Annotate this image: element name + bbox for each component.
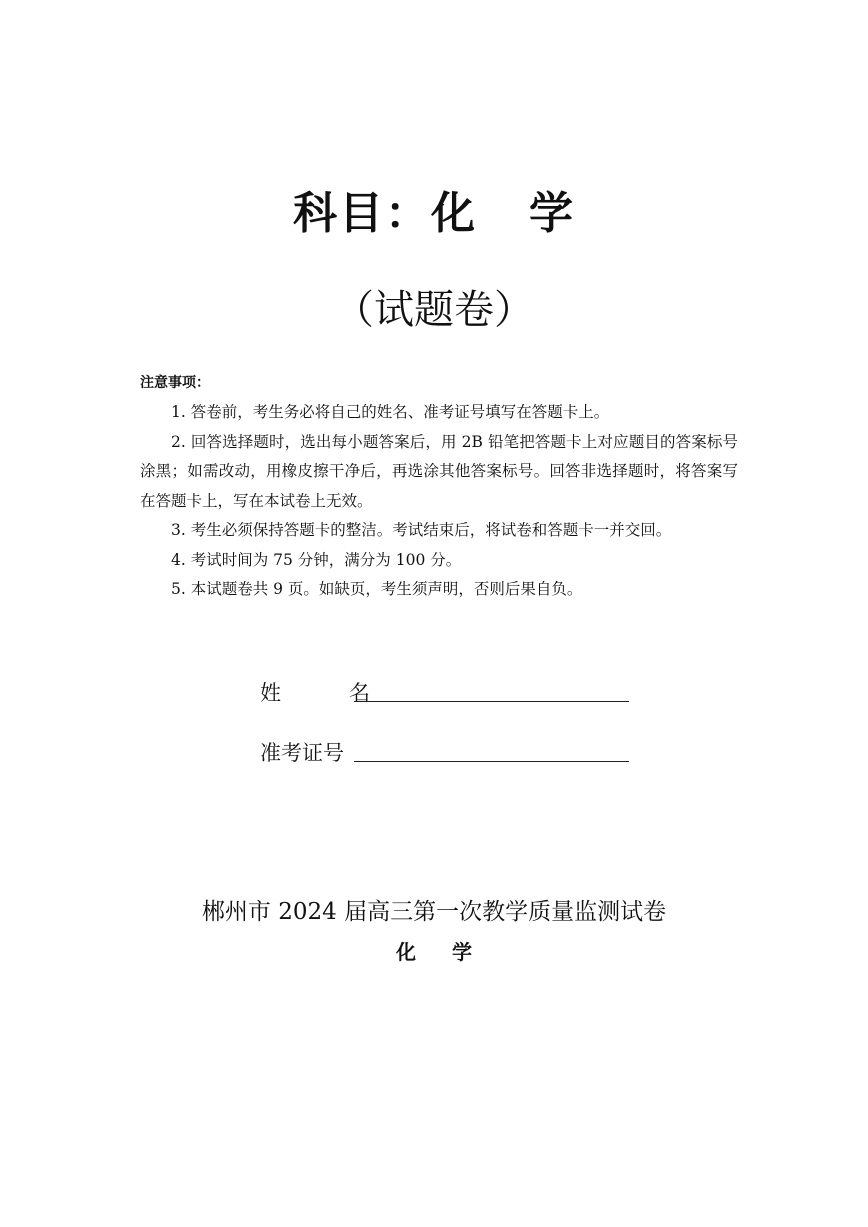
name-label — [260, 678, 370, 708]
name-write-line[interactable] — [354, 700, 629, 702]
subject-title — [0, 184, 868, 244]
exam-subject-char-2: 学 — [452, 940, 472, 964]
notice-item-1: 1. 答卷前，考生务必将自己的姓名、准考证号填写在答题卡上。 — [171, 403, 610, 421]
name-field-row — [260, 670, 640, 708]
notice-section — [140, 370, 738, 605]
notice-item-2: 2. 回答选择题时，选出每小题答案后，用 2B 铅笔把答题卡上对应题目的答案标号涂黑；如需改动，用橡皮擦干净后，再选涂其他答案标号。回答非选择题时，将答案写在答题卡上，写在本试卷上无效。 — [140, 432, 738, 510]
exam-id-label: 准考证号 — [260, 741, 344, 765]
subject-char-2: 学 — [529, 188, 575, 239]
exam-name: 郴州市 2024 届高三第一次教学质量监测试卷 — [201, 899, 667, 925]
notice-item-4: 4. 考试时间为 75 分钟，满分为 100 分。 — [171, 550, 462, 569]
notice-heading: 注意事项： — [140, 375, 210, 391]
exam-id-write-line[interactable] — [354, 760, 629, 762]
subject-char-1: 化 — [431, 188, 477, 239]
candidate-fields — [260, 670, 640, 790]
paper-type-title: （试题卷） — [334, 287, 534, 333]
notice-item-3: 3. 考生必须保持答题卡的整洁。考试结束后，将试卷和答题卡一并交回。 — [171, 521, 672, 539]
name-label-char-1: 姓 — [260, 681, 281, 705]
exam-subject-char-1: 化 — [396, 940, 416, 964]
exam-id-field-row — [260, 730, 640, 768]
subject-label: 科目： — [293, 188, 431, 239]
notice-item-5: 5. 本试题卷共 9 页。如缺页，考生须声明，否则后果自负。 — [171, 580, 583, 598]
name-label-char-2: 名 — [349, 681, 370, 705]
exam-subject — [0, 936, 868, 968]
